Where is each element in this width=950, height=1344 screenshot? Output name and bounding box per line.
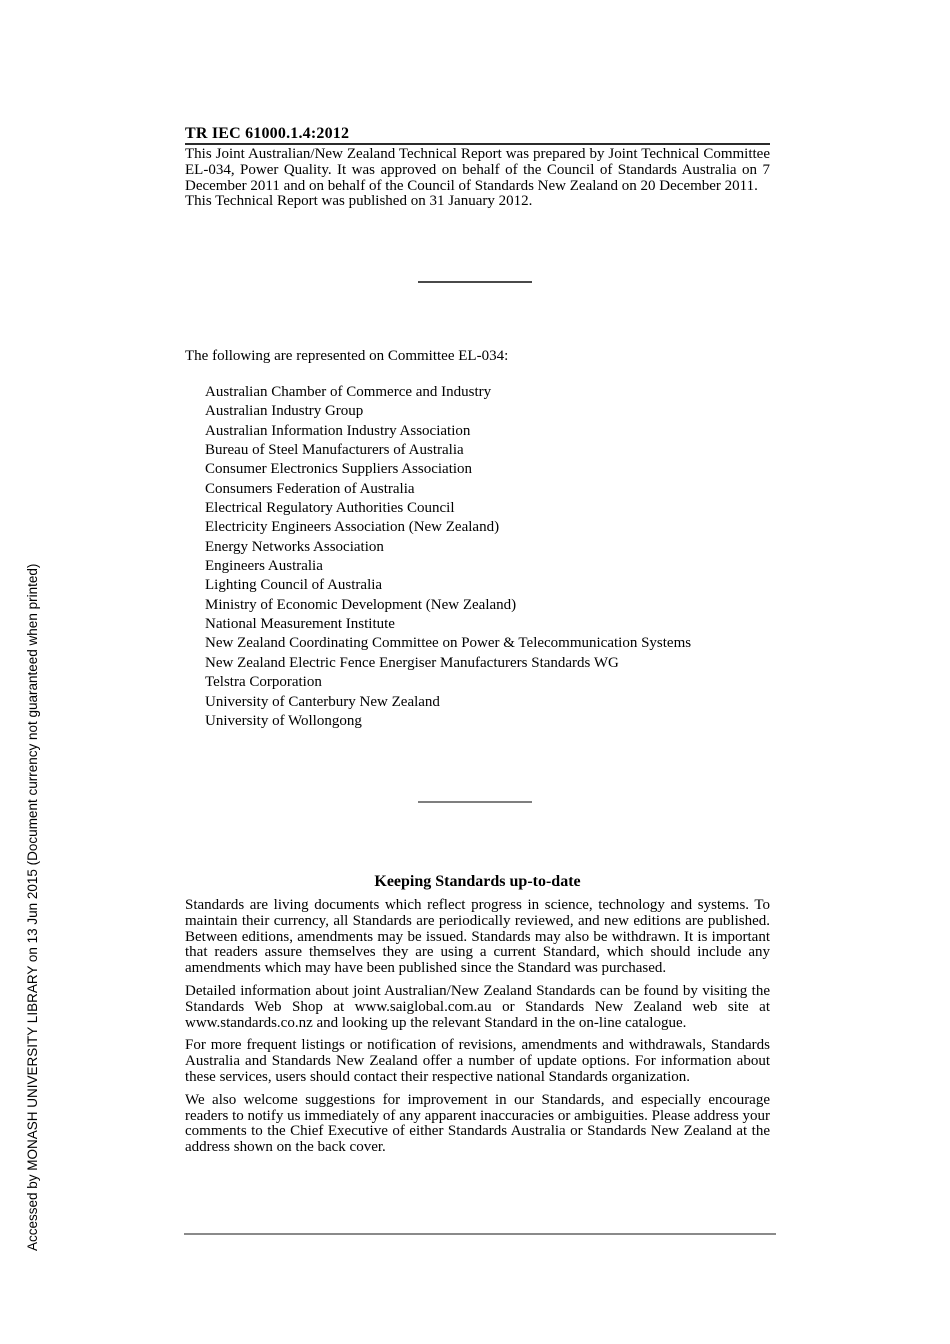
bottom-rule [184, 1233, 776, 1235]
committee-member: Energy Networks Association [205, 538, 384, 555]
committee-member: New Zealand Coordinating Committee on Power & Telecommunication Systems [205, 635, 692, 652]
document-id-header [185, 124, 770, 145]
section-divider-top [418, 281, 532, 283]
committee-member: Engineers Australia [205, 558, 323, 575]
paragraph: This Joint Australian/New Zealand Technical Report was prepared by Joint Technical Committee EL-034, Power Quality. It was approved on behalf of the Council of Standards Australia on 7 December 2011 and on behalf of the Council of Standards New Zealand on 20 December 2011. [185, 146, 770, 194]
paragraph: We also welcome suggestions for improvement in our Standards, and especially encourage readers to notify us immediately of any apparent inaccuracies or ambiguities. Please address your comments to the Chief Executive of either Standards Australia or Standards New Zealand at the address shown on the back cover. [185, 1091, 770, 1156]
committee-member: Australian Industry Group [205, 403, 364, 420]
committee-member: National Measurement Institute [205, 616, 395, 633]
committee-member: New Zealand Electric Fence Energiser Manufacturers Standards WG [205, 654, 619, 671]
committee-member: Australian Chamber of Commerce and Industry [205, 384, 492, 400]
committee-member: Lighting Council of Australia [205, 577, 383, 594]
intro-paragraphs [185, 147, 770, 210]
library-access-watermark: Accessed by MONASH UNIVERSITY LIBRARY on 13 Jun 2015 (Document currency not guaranteed when printed) [25, 563, 40, 1251]
committee-member: Ministry of Economic Development (New Zealand) [205, 596, 517, 613]
paragraph: Standards are living documents which reflect progress in science, technology and systems. To maintain their currency, all Standards are periodically reviewed, and new editions are published. Between editions, amendments may be issued. Standards may also be withdrawn. It is important that readers assure themselves they are using a current Standard, which should include any amendments which may have been published since the Standard was purchased. [185, 897, 770, 977]
committee-member: Consumer Electronics Suppliers Association [205, 461, 473, 478]
committee-member: Consumers Federation of Australia [205, 480, 415, 497]
committee-member: Australian Information Industry Association [205, 422, 471, 439]
paragraph: This Technical Report was published on 31 January 2012. [185, 193, 533, 210]
committee-member: Bureau of Steel Manufacturers of Australia [205, 442, 464, 459]
committee-member: Telstra Corporation [205, 674, 322, 691]
committee-member: University of Canterbury New Zealand [205, 693, 440, 710]
document-id: TR IEC 61000.1.4:2012 [185, 125, 350, 142]
committee-list [205, 383, 770, 731]
section-divider-middle [418, 801, 532, 803]
keeping-standards-heading: Keeping Standards up-to-date [374, 873, 581, 890]
paragraph: For more frequent listings or notification of revisions, amendments and withdrawals, Standards Australia and Standards New Zealand offer a number of update options. For information about these services, users should contact their respective national Standards organization. [185, 1037, 770, 1085]
committee-member: Electricity Engineers Association (New Zealand) [205, 519, 500, 536]
committee-member: University of Wollongong [205, 712, 362, 729]
committee-leadin: The following are represented on Committee EL-034: [185, 348, 509, 364]
committee-member: Electrical Regulatory Authorities Council [205, 500, 455, 517]
paragraph: Detailed information about joint Australian/New Zealand Standards can be found by visiting the Standards Web Shop at www.saiglobal.com.au or Standards New Zealand web site at www.standards.co.nz and looking up the relevant Standard in the on-line catalogue. [185, 982, 770, 1031]
keeping-paragraphs [185, 898, 770, 1163]
